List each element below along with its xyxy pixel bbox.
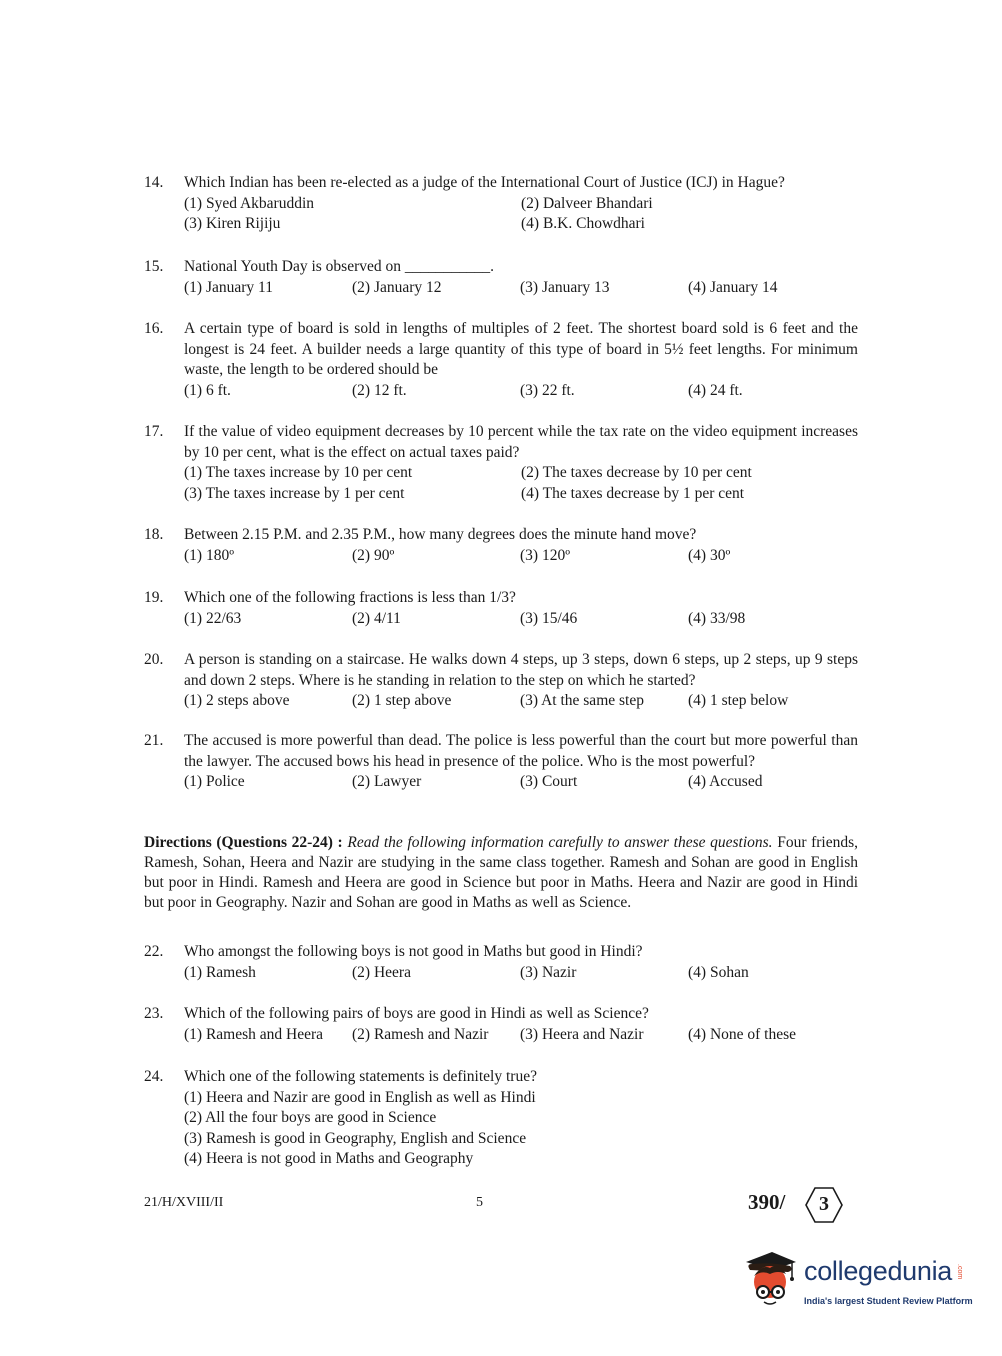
- option: (2) The taxes decrease by 10 per cent: [521, 464, 752, 481]
- option: (1) 2 steps above: [184, 692, 290, 709]
- question-22: [144, 942, 858, 983]
- option: (2) 1 step above: [352, 692, 452, 709]
- directions-instruction: Read the following information carefully to answer these questions.: [347, 834, 773, 851]
- set-number: 3: [819, 1193, 829, 1215]
- footer-code: 21/H/XVIII/II: [144, 1195, 224, 1210]
- set-badge: [805, 1186, 843, 1224]
- option: (2) 12 ft.: [352, 381, 407, 399]
- question-19: [144, 588, 858, 629]
- option: (3) The taxes increase by 1 per cent: [184, 484, 405, 502]
- directions-block: [144, 833, 858, 913]
- option: (4) 24 ft.: [688, 381, 743, 399]
- option: (4) 30º: [688, 546, 731, 564]
- option: (2) All the four boys are good in Science: [184, 1109, 437, 1126]
- page-number: 5: [476, 1195, 483, 1210]
- option: (1) January 11: [184, 278, 273, 296]
- question-number: 17.: [144, 423, 164, 440]
- options: [184, 278, 858, 299]
- option: (4) Sohan: [688, 963, 749, 981]
- question-number: 15.: [144, 258, 164, 275]
- directions-passage: Four friends, Ramesh, Sohan, Heera and Nazir are studying in the same class together. Ramesh and Sohan are good in English but poor in Hindi. Ramesh and Heera are good in Science but poor in Maths. Heera and Nazir are good in Hindi but poor in Geography. Nazir and Sohan are good in Maths as well as Science.: [144, 834, 859, 911]
- option: (4) 1 step below: [688, 692, 789, 709]
- option: (4) None of these: [688, 1025, 797, 1043]
- question-21: [144, 731, 858, 793]
- question-text: If the value of video equipment decreases by 10 percent while the tax rate on the video equipment increases by 10 per cent, what is the effect on actual taxes paid?: [184, 423, 858, 461]
- option: (2) Heera: [352, 963, 411, 981]
- options: [184, 1025, 858, 1046]
- option: (3) 15/46: [520, 609, 578, 627]
- question-14: [144, 173, 858, 235]
- option: (4) The taxes decrease by 1 per cent: [521, 484, 745, 502]
- option: (3) Kiren Rijiju: [184, 215, 281, 232]
- question-15: [144, 257, 858, 298]
- question-text: The accused is more powerful than dead. The police is less powerful than the court but more powerful than the lawyer. The accused bows his head in presence of the police. Who is the most powerful?: [184, 732, 858, 770]
- logo-dotcom: .com: [956, 1264, 963, 1280]
- question-18: [144, 525, 858, 566]
- question-text: National Youth Day is observed on ___________.: [184, 258, 494, 275]
- option: (3) Heera and Nazir: [520, 1025, 644, 1043]
- option: (1) Police: [184, 773, 245, 790]
- question-text: Which one of the following fractions is less than 1/3?: [184, 589, 516, 606]
- question-20: [144, 650, 858, 712]
- option: (4) 33/98: [688, 609, 746, 627]
- option: (1) Syed Akbaruddin: [184, 194, 315, 212]
- options: [184, 381, 858, 402]
- options: [184, 463, 858, 504]
- question-number: 23.: [144, 1005, 164, 1022]
- option: (2) 4/11: [352, 609, 401, 627]
- option: (1) The taxes increase by 10 per cent: [184, 464, 413, 481]
- option: (1) 22/63: [184, 609, 242, 627]
- option: (2) Ramesh and Nazir: [352, 1025, 489, 1043]
- option: (1) 180º: [184, 546, 235, 564]
- question-23: [144, 1004, 858, 1045]
- option: (4) Heera is not good in Maths and Geography: [184, 1150, 474, 1167]
- option: (2) 90º: [352, 546, 395, 564]
- directions-heading: Directions (Questions 22-24) :: [144, 834, 343, 851]
- option: (1) Ramesh: [184, 963, 256, 981]
- option: (3) 22 ft.: [520, 381, 575, 399]
- question-number: 16.: [144, 320, 164, 337]
- options: [184, 963, 858, 984]
- option: (3) At the same step: [520, 692, 644, 709]
- logo-tagline: India's largest Student Review Platform: [804, 1296, 973, 1306]
- question-number: 22.: [144, 943, 164, 960]
- option: (2) Dalveer Bhandari: [521, 194, 653, 212]
- question-number: 20.: [144, 651, 164, 668]
- question-text: Which of the following pairs of boys are good in Hindi as well as Science?: [184, 1005, 649, 1022]
- question-number: 21.: [144, 732, 164, 749]
- question-text: A person is standing on a staircase. He walks down 4 steps, up 3 steps, down 6 steps, up 2 steps, up 9 steps and down 2 steps. Where is he standing in relation to the step on which he started?: [184, 651, 858, 689]
- option: (3) January 13: [520, 278, 610, 296]
- option: (3) Nazir: [520, 963, 577, 981]
- option: (3) 120º: [520, 546, 571, 564]
- options: [184, 546, 858, 567]
- option: (1) Ramesh and Heera: [184, 1025, 324, 1043]
- question-number: 24.: [144, 1068, 164, 1085]
- question-text: Who amongst the following boys is not good in Maths but good in Hindi?: [184, 943, 643, 960]
- mascot-icon: [742, 1250, 798, 1310]
- option: (4) January 14: [688, 278, 778, 296]
- option: (4) B.K. Chowdhari: [521, 215, 645, 232]
- collegedunia-logo: [742, 1250, 972, 1315]
- question-number: 14.: [144, 174, 164, 191]
- options: [184, 609, 858, 630]
- question-number: 18.: [144, 526, 164, 543]
- question-24: [144, 1067, 858, 1170]
- question-17: [144, 422, 858, 504]
- question-number: 19.: [144, 589, 164, 606]
- option: (4) Accused: [688, 773, 763, 790]
- option: (2) January 12: [352, 278, 442, 296]
- options: [184, 1088, 858, 1170]
- option: (3) Court: [520, 773, 578, 790]
- paper-code: 390/: [748, 1190, 786, 1214]
- question-16: [144, 319, 858, 401]
- options: [184, 691, 858, 712]
- options: [184, 772, 858, 793]
- option: (3) Ramesh is good in Geography, English and Science: [184, 1129, 527, 1147]
- option: (1) Heera and Nazir are good in English as well as Hindi: [184, 1088, 536, 1106]
- options: [184, 194, 858, 235]
- logo-wordmark: collegedunia: [804, 1256, 953, 1286]
- option: (1) 6 ft.: [184, 381, 231, 399]
- question-text: Which Indian has been re-elected as a judge of the International Court of Justice (ICJ) in Hague?: [184, 174, 785, 191]
- question-text: Which one of the following statements is definitely true?: [184, 1068, 537, 1085]
- question-text: Between 2.15 P.M. and 2.35 P.M., how many degrees does the minute hand move?: [184, 526, 697, 543]
- question-text: A certain type of board is sold in lengths of multiples of 2 feet. The shortest board sold is 6 feet and the longest is 24 feet. A builder needs a large quantity of this type of board in 5½ feet lengths. For minimum waste, the length to be ordered should be: [184, 320, 858, 378]
- option: (2) Lawyer: [352, 773, 422, 790]
